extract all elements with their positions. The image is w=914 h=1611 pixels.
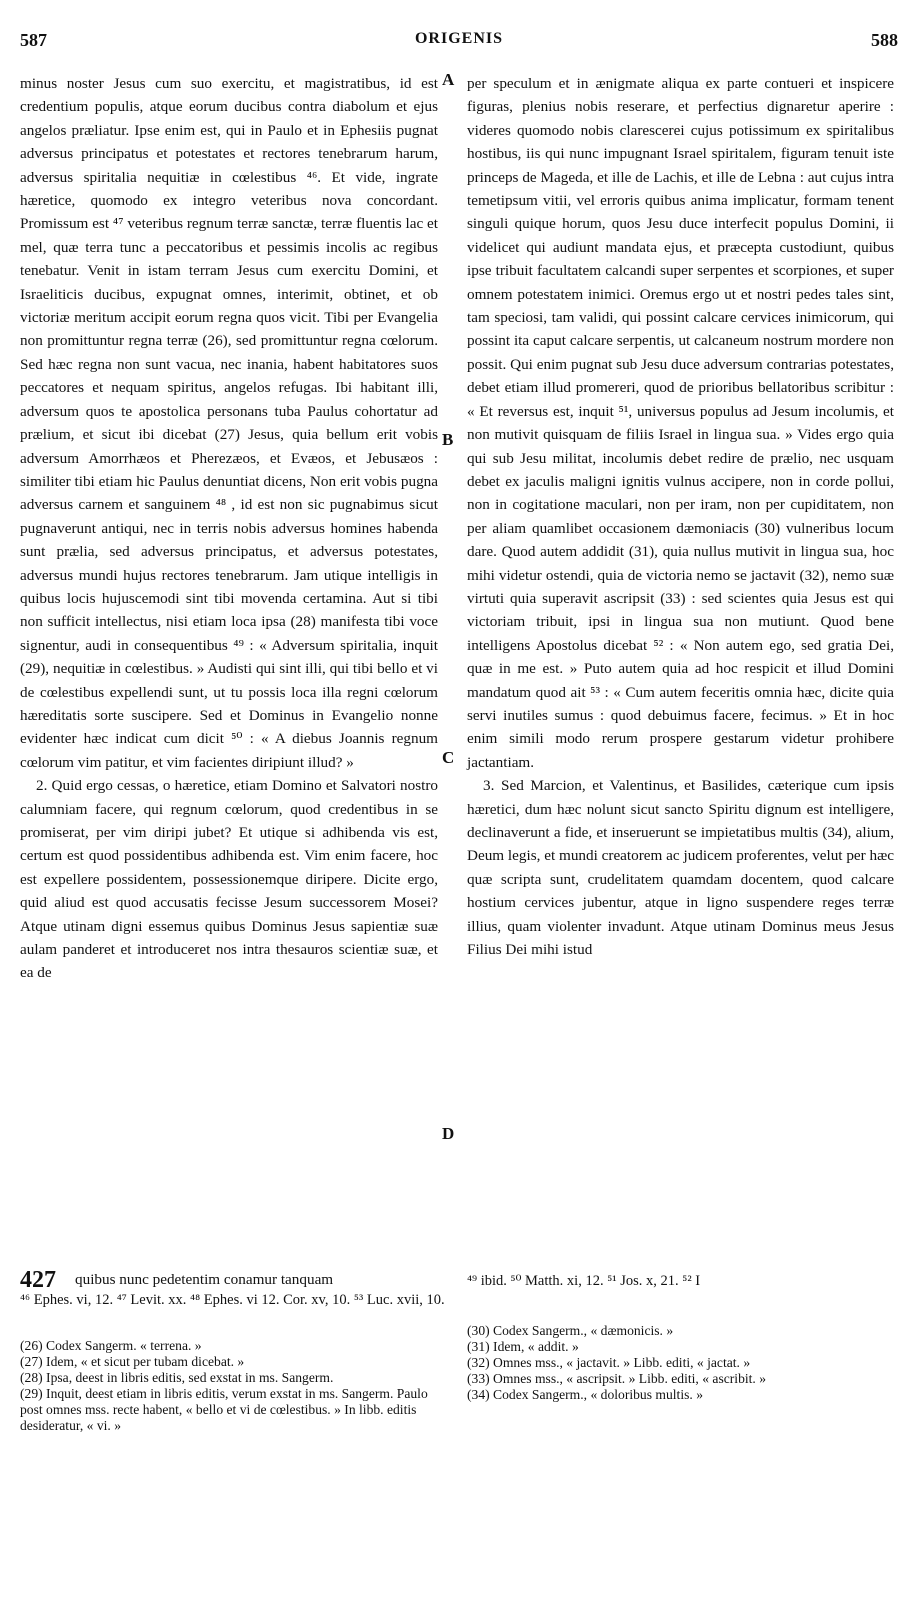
right-paragraph-1: per speculum et in ænigmate aliqua ex parte contueri et inspicere figuras, plenius nobis reserare, et perfectius dignaretur aperire : videres quomodo nobis clarescerei cujus potissimum ex spiritalibus hostibus, iis qui nunc impugnant Israel spiritalem, figuram tenuit iste princeps de Mageda, et ille de Lachis, et ille de Lebna : aut cujus intra temetipsum vitii, vel erroris quibus anima implicatur, formam tenent singuli quique horum, quos Jesu duce interfecit populus Domini, ii videlicet qui audiunt mandata ejus, et præcepta custodiunt, quibus ipse tribuit facultatem calcandi super serpentes et scorpiones, et super omnem potestatem inimici. Oremus ergo ut et nostri pedes tales sint, tam speciosi, tam validi, qui possint calcare cervices inimicorum, qui possint ita caput calcare serpentis, ut calcaneum nostrum mordere non possit. Qui enim pugnat sub Jesu duce adversum contrarias potestates, debet etiam illud promereri, quod de prioribus bellatoribus scribitur : « Et reversus est, inquit ⁵¹, universus populus ad Jesum incolumis, et non mutivit quisquam de filiis Israel in lingua sua. » Vides ergo quia qui sub Jesu militat, incolumis debet redire de prælio, nec usquam debet ex jaculis maligni ignitis vulnus accipere, non in corde pollui, non in cogitatione maculari, non per iram, non per cupiditatem, non per aliam quamlibet occasionem dæmoniacis (30) vulneribus locum dare. Quod autem addidit (31), quia nullus mutivit in lingua sua, hoc mihi videtur ostendi, quia de victoria nemo se jactavit (32), nemo suæ virtuti quia superavit ascripsit (33) : sed scientes quia Jesus est qui victoriam tribuit, ipsi in lingua sua non mutiunt. Quod bene intelligens Apostolus dicebat ⁵² : « Non autem ego, sed gratia Dei, quæ in me est. » Puto autem quia ad hoc respicit et illud Domini mandatum quod ait ⁵³ : « Cum autem feceritis omnia hæc, dicite quia servi inutiles sumus : quod debuimus facere, fecimus. » Et in hoc enim simili modo rerum prospere gestarum videtur prohibere jactantiam. [467,75,894,771]
page-header [20,30,898,58]
note-item: (26) Codex Sangerm. « terrena. » [20,1338,202,1353]
left-paragraph-1: minus noster Jesus cum suo exercitu, et magistratibus, id est credentium populis, atque eorum ducibus contra diabolum et ejus angelos præliatur. Ipse enim est, qui in Paulo et in Ephesiis pugnat adversus principatus et potestates et rectores tenebrarum harum, adversus spiritalia nequitiæ in cœlestibus ⁴⁶. Et vide, ingrate hæretice, quomodo ex integro veteribus nova concordant. Promissum est ⁴⁷ veteribus regnum terræ sanctæ, terræ fluentis lac et mel, quæ terra tunc a peccatoribus et pessimis incolis ac regibus tenebatur. Venit in istam terram Jesus cum exercitu Domini, et Israeliticis ducibus, expugnat omnes, interimit, obtinet, et ob victoriæ meritum accipit eorum regna quos vicit. Tibi per Evangelia non promittuntur regna terræ (26), sed promittuntur regna cœlorum. Sed hæc regna non sunt vacua, nec inania, habent habitatores suos peccatores et nequam spiritus, angelos refugas. Ibi habitant illi, adversum quos te apostolica personans tuba Paulus cohortatur ad prælium, et sicut ibi dicebat (27) Jesus, quia bellum erit vobis adversum Amorrhæos et Pherezæos, et Evæos, et Jebusæos : similiter tibi etiam hic Paulus denuntiat dicens, Non erit vobis pugna adversus carnem et sanguinem ⁴⁸ , id est non sic pugnabimus sicut pugnaverunt antiqui, nec in terris nobis adversus homines habenda sunt prælia, sed adversus principatus, et adversus potestates, adversus mundi hujus rectores tenebrarum. Jam utique intelligis in quibus locis hujuscemodi sint tibi movenda certamina. Aut si tibi non sufficit intellectus, nisi etiam loca ipsa (28) manifesta tibi voce signentur, audi in consequentibus ⁴⁹ : « Adversum spiritalia, inquit (29), nequitiæ in cœlestibus. » Audisti qui sint illi, qui tibi bello et vi de cœlestibus expellendi sunt, ut tu possis loca illa regni cœlorum hæreditatis sorte suscipere. Sed et Dominus in Evangelio nonne evidenter hæc indicat cum dicit ⁵⁰ : « A diebus Joannis regnum cœlorum vim patitur, et vim facientes diripiunt illud? » [20,75,438,771]
right-column [467,72,894,961]
note-item: (33) Omnes mss., « ascripsit. » Libb. editi, « ascribit. » [467,1371,767,1386]
margin-marker-c: C [442,748,455,767]
left-paragraph-2: 2. Quid ergo cessas, o hæretice, etiam Domino et Salvatori nostro calumniam facere, qui regnum cœlorum, quod credentibus in se promiserat, per vim diripi jubet? Et utique si adhibenda vis est, certum est quod possidentibus adhibenda est. Vim enim facere, hoc est expellere possidentem, possessionemque diripere. Dicite ergo, quid aliud est quod accusatis fecisse Jesum successorem Mosei? Atque utinam digni essemus quibus Dominus Jesus sapientiæ suæ aulam panderet et introduceret nos intra thesauros scientiæ suæ, et ea de [20,777,438,982]
margin-marker-a: A [442,70,455,89]
margin-marker-b: B [442,430,454,449]
left-page-number: 587 [20,30,47,50]
note-item: (28) Ipsa, deest in libris editis, sed exstat in ms. Sangerm. [20,1370,334,1385]
note-item: (29) Inquit, deest etiam in libris editis, verum exstat in ms. Sangerm. Paulo post omnes mss. recte habent, « bello et vi de cœlestibus. » In libb. editis desideratur, « vi. » [20,1386,428,1433]
editorial-notes-left [20,1338,440,1434]
right-page-number: 588 [871,30,898,50]
footnote-references-left: ⁴⁶ Ephes. vi, 12. ⁴⁷ Levit. xx. ⁴⁸ Ephes. vi 12. Cor. xv, 10. ⁵³ Luc. xvii, 10. [20,1292,445,1308]
footnote-references-right: ⁴⁹ ibid. ⁵⁰ Matth. xi, 12. ⁵¹ Jos. x, 21. ⁵² I [467,1273,701,1289]
left-column [20,72,438,985]
left-last-line: quibus nunc pedetentim conamur tanquam [75,1271,334,1288]
note-item: (34) Codex Sangerm., « doloribus multis. » [467,1387,703,1402]
note-item: (27) Idem, « et sicut per tubam dicebat. » [20,1354,245,1369]
editorial-notes-right [467,1323,887,1403]
column-number: 427 [20,1267,56,1293]
running-title: ORIGENIS [414,30,504,47]
note-item: (30) Codex Sangerm., « dæmonicis. » [467,1323,674,1338]
note-item: (31) Idem, « addit. » [467,1339,579,1354]
right-paragraph-2: 3. Sed Marcion, et Valentinus, et Basilides, cæterique cum ipsis hæretici, dum hæc nolunt sicut sancto Spiritu dignum est intelligere, declinaverunt a fide, et inseruerunt se impietatibus multis (34), alium, Deum legis, et mundi creatorem ac judicem proferentes, velut per hæc quæ scripta sunt, crudelitatem quamdam docentem, quod calcare hostium cervices jubentur, atque in ligno suspendere reges terræ illius, quam violenter invadunt. Atque utinam Dominus meus Jesus Filius Dei mihi istud [467,777,894,959]
margin-marker-d: D [442,1124,455,1143]
note-item: (32) Omnes mss., « jactavit. » Libb. editi, « jactat. » [467,1355,751,1370]
